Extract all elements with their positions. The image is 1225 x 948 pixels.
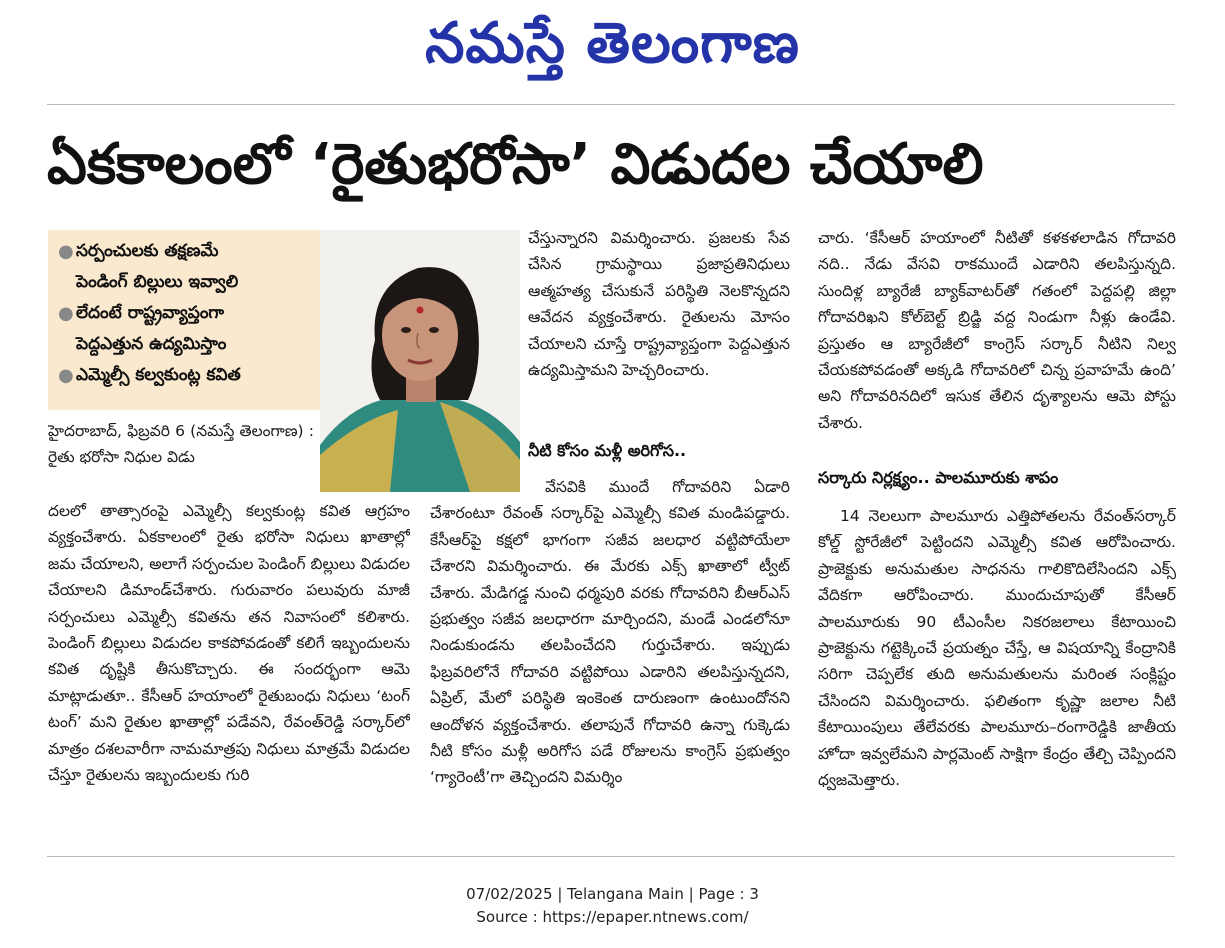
- article-column-2-top: [528, 225, 790, 415]
- bullet-icon: ●: [58, 241, 74, 262]
- bullet-icon: ●: [58, 365, 74, 386]
- body-paragraph: చారు. ‘కేసీఆర్‌ హయాంలో నీటితో కళకళలాడిన గోదావరి నది.. నేడు వేసవి రాకముందే ఎడారిని తలపిస్తున్నది. సుందిళ్ల బ్యారేజీ బ్యాక్‌వాటర్‌తో గతంలో పెద్దపల్లి జిల్లా గోదావరిఖని కోల్‌బెల్ట్‌ బ్రిడ్జి వద్ద నిండుగా నీళ్లు ఉండేవి. ప్రస్తుతం ఆ బ్యారేజీలో కాంగ్రెస్‌ సర్కార్‌ నీటిని నిల్వ చేయకపోవడంతో అక్కడి గోదావరిలో చిన్న ప్రవాహమే ఉంది’ అని గోదావరినదిలో ఇసుక తేలిన దృశ్యాలను ఆమె పోస్టు చేశారు.: [818, 229, 1176, 432]
- highlight-item-continued: [58, 329, 314, 360]
- woman-portrait-illustration: [320, 230, 520, 492]
- highlight-item-continued: [58, 267, 314, 298]
- highlight-item: [58, 236, 314, 267]
- bottom-divider: [47, 856, 1175, 857]
- article-column-2-body: [430, 474, 790, 842]
- article-column-1-body: [48, 498, 410, 843]
- highlights-box: [48, 230, 320, 410]
- subheading: సర్కారు నిర్లక్ష్యం.. పాలమూరుకు శాపం: [818, 468, 1059, 487]
- highlight-item: [58, 360, 314, 391]
- article-column-3-top: [818, 225, 1176, 453]
- highlight-item: [58, 298, 314, 329]
- highlight-line: సర్పంచులకు తక్షణమే: [76, 241, 219, 261]
- subheading: నీటి కోసం మళ్లీ అరిగోస..: [528, 441, 687, 460]
- body-paragraph: చేస్తున్నారని విమర్శించారు. ప్రజలకు సేవ చేసిన గ్రామస్థాయి ప్రజాప్రతినిధులు ఆత్మహత్య చేసుకునే పరిస్థితి నెలకొన్నదని ఆవేదన వ్యక్తంచేశారు. రైతులను మోసం చేయాలని చూస్తే రాష్ట్రవ్యాప్తంగా పెద్దఎత్తున ఉద్యమిస్తామని హెచ్చరించారు.: [528, 229, 790, 380]
- newspaper-logo: నమస్తే తెలంగాణ: [425, 11, 800, 76]
- highlight-line: పెద్దఎత్తున ఉద్యమిస్తాం: [76, 334, 227, 354]
- body-paragraph: 14 నెలలుగా పాలమూరు ఎత్తిపోతలను రేవంత్‌సర్కార్‌ కోల్డ్‌ స్టోరేజీలో పెట్టిందని ఎమ్మెల్సీ కవిత ఆరోపించారు. ప్రాజెక్టుకు అనుమతుల సాధనను గాలికొదిలేసిందని ఎక్స్‌ వేదికగా ఆరోపించారు. ముందుచూపుతో కేసీఆర్‌ పాలమూరుకు 90 టీఎంసీల నికరజలాలు కేటాయించి ప్రాజెక్టును గట్టెక్కించే ప్రయత్నం చేస్తే, ఆ విషయాన్ని కేంద్రానికి సరిగా చెప్పలేక తుది అనుమతులను మరింత సంక్లిష్టం చేసిందని విమర్శించారు. ఫలితంగా కృష్ణా జలాల నీటి కేటాయింపులు తేలేవరకు పాలమూరు–రంగారెడ్డికి జాతీయ హోదా ఇవ్వలేమని పార్లమెంట్‌ సాక్షిగా కేంద్రం తేల్చి చెప్పిందని ధ్వజమెత్తారు.: [818, 507, 1176, 790]
- article-column-1-intro: [48, 418, 314, 492]
- masthead: [0, 0, 1225, 92]
- bullet-icon: ●: [58, 303, 74, 324]
- highlight-line: ఎమ్మెల్సీ కల్వకుంట్ల కవిత: [76, 365, 241, 385]
- footer-date-page: 07/02/2025 | Telangana Main | Page : 3: [466, 885, 759, 903]
- highlight-line: లేదంటే రాష్ట్రవ్యాప్తంగా: [76, 303, 225, 323]
- article-column-3-body: [818, 503, 1176, 843]
- headline: ఏకకాలంలో ‘రైతుభరోసా’ విడుదల చేయాలి: [47, 132, 984, 197]
- body-paragraph: వేసవికి ముందే గోదావరిని ఏడారి చేశారంటూ రేవంత్‌ సర్కార్‌పై ఎమ్మెల్సీ కవిత మండిపడ్డారు. కేసీఆర్‌పై కక్షలో భాగంగా సజీవ జలధార వట్టిపోయేలా చేశారని విమర్శించారు. ఈ మేరకు ఎక్స్‌ ఖాతాలో ట్వీట్‌ చేశారు. మేడిగడ్డ నుంచి ధర్మపురి వరకు గోదావరిని బీఆర్‌ఎస్‌ ప్రభుత్వం సజీవ జలధారగా మార్చిందని, మండే ఎండలోనూ నిండుకుండను తలపించేదని గుర్తుచేశారు. ఇప్పుడు ఫిబ్రవరిలోనే గోదావరి వట్టిపోయి ఎడారిని తలపిస్తున్నదని, ఏప్రిల్‌, మేలో పరిస్థితి ఇంకెంత దారుణంగా ఉంటుందోనని ఆందోళన వ్యక్తంచేశారు. తలాపునే గోదావరి ఉన్నా గుక్కెడు నీటి కోసం మళ్లీ అరిగోస పడే రోజులను కాంగ్రెస్‌ ప్రభుత్వం ‘గ్యారెంటీ’గా తెచ్చిందని విమర్శిం: [430, 478, 790, 787]
- portrait-photo: [320, 230, 520, 492]
- footer-source: Source : https://epaper.ntnews.com/: [476, 908, 749, 926]
- top-divider: [47, 104, 1175, 105]
- body-paragraph: దలలో తాత్సారంపై ఎమ్మెల్సీ కల్వకుంట్ల కవిత ఆగ్రహం వ్యక్తంచేశారు. ఏకకాలంలో రైతు భరోసా నిధులు ఖాతాల్లో జమ చేయాలని, అలాగే సర్పంచుల పెండింగ్‌ బిల్లులు విడుదల చేయాలని డిమాండ్‌చేశారు. గురువారం పలువురు మాజీ సర్పంచులు ఎమ్మెల్సీ కవితను తన నివాసంలో కలిశారు. పెండింగ్‌ బిల్లులు విడుదల కాకపోవడంతో కలిగే ఇబ్బందులను కవిత దృష్టికి తీసుకొచ్చారు. ఈ సందర్భంగా ఆమె మాట్లాడుతూ.. కేసీఆర్‌ హయాంలో రైతుబంధు నిధులు ‘టంగ్‌ టంగ్‌’ మని రైతుల ఖాతాల్లో పడేవని, రేవంత్‌రెడ్డి సర్కార్‌లో మాత్రం దశలవారీగా నామమాత్రపు నిధులు మాత్రమే విడుదల చేస్తూ రైతులను ఇబ్బందులకు గురి: [48, 502, 410, 785]
- highlight-line: పెండింగ్‌ బిల్లులు ఇవ్వాలి: [76, 272, 239, 292]
- dateline-paragraph: హైదరాబాద్‌, ఫిబ్రవరి 6 (నమస్తే తెలంగాణ) : రైతు భరోసా నిధుల విడు: [48, 422, 314, 467]
